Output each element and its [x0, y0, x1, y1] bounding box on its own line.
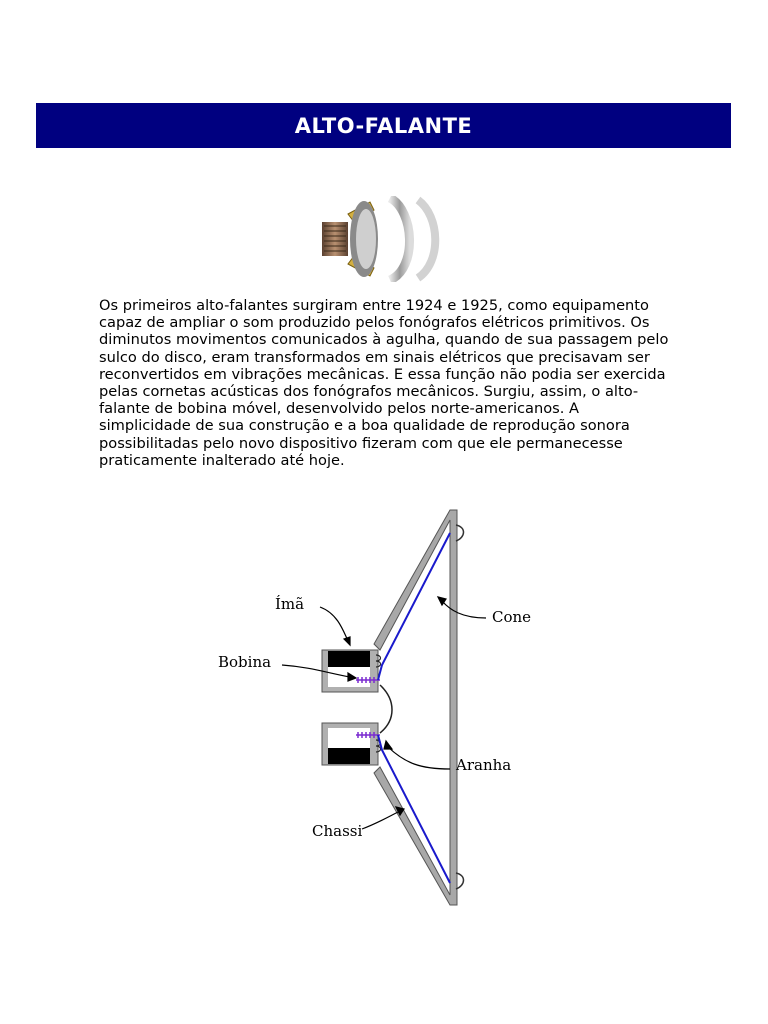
speaker-icon [318, 196, 444, 282]
label-cone: Cone [492, 608, 532, 626]
label-ima: Ímã [275, 595, 305, 613]
intro-paragraph: Os primeiros alto-falantes surgiram entre 1924 e 1925, como equipamento capaz de ampliar o som produzido pelos fonógrafos elétricos primitivos. Os diminutos movimentos comunicados à agulha, quando de sua passagem pelo sulco do disco, eram transformados em sinais elétricos que precisavam ser reconvertidos em vibrações mecânicas. E essa função não podia ser exercida pelas cornetas acústicas dos fonógrafos mecânicos. Surgiu, assim, o alto-falante de bobina móvel, desenvolvido pelos norte-americanos. A simplicidade de sua construção e a boa qualidade de reprodução sonora possibilitadas pelo novo dispositivo fizeram com que ele permanecesse praticamente inalterado até hoje. [99, 297, 669, 469]
title-banner [36, 103, 731, 148]
label-bobina: Bobina [218, 653, 272, 671]
page-title: ALTO-FALANTE [294, 113, 473, 138]
chassis [374, 510, 464, 905]
magnet-lower [322, 723, 378, 765]
magnet-upper [322, 650, 378, 692]
label-aranha: Aranha [456, 756, 512, 774]
dust-cap [380, 685, 392, 733]
speaker-cross-section-diagram [210, 505, 540, 910]
label-chassi: Chassi [312, 822, 363, 840]
